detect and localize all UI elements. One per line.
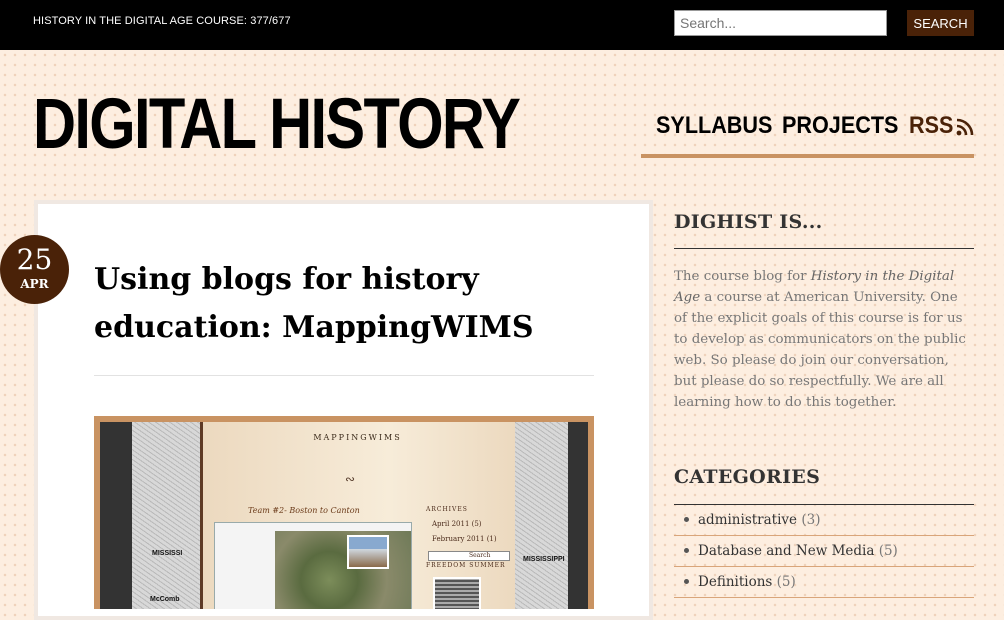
map-image-left — [100, 422, 200, 609]
about-text-part: a course at American University. One of the explicit goals of this course is for us to develop as communicators on the public web. So please do join our conversation, but please do so respectfully. We are all learning how to do this together. — [674, 290, 966, 410]
category-link[interactable] — [698, 512, 820, 528]
category-link[interactable] — [698, 574, 796, 590]
date-badge — [0, 235, 69, 304]
map-dark-edge — [100, 422, 132, 609]
date-month: APR — [20, 277, 49, 291]
post-title[interactable]: Using blogs for history education: MappingWIMS — [94, 262, 534, 345]
list-item — [674, 567, 974, 598]
swash-ornament-icon: ∾ — [345, 472, 356, 486]
bullet-icon — [684, 517, 689, 522]
categories-widget-title: CATEGORIES — [674, 466, 821, 488]
main-nav — [641, 110, 974, 158]
search-button[interactable]: SEARCH — [907, 10, 974, 36]
widget-divider — [674, 248, 974, 249]
embedded-blog-screenshot — [200, 422, 515, 609]
archive-link: April 2011 (5) — [432, 520, 482, 528]
embedded-search-button: Search — [469, 552, 491, 559]
divider — [94, 375, 594, 376]
bullet-icon — [684, 548, 689, 553]
post-image[interactable] — [94, 416, 594, 609]
date-day: 25 — [16, 243, 53, 276]
list-item — [674, 536, 974, 567]
about-widget-title: DIGHIST IS... — [674, 211, 823, 233]
course-label: HISTORY IN THE DIGITAL AGE COURSE: 377/677 — [33, 15, 291, 27]
embedded-post-heading: Team #2- Boston to Canton — [248, 506, 360, 515]
category-link[interactable] — [698, 543, 898, 559]
embedded-blog-name: MAPPINGWIMS — [313, 433, 402, 442]
map-image-right — [515, 422, 588, 609]
category-count: (5) — [878, 543, 898, 559]
categories-list — [674, 505, 974, 598]
archives-label: ARCHIVES — [426, 506, 468, 513]
embedded-map — [214, 522, 412, 609]
satellite-map — [275, 531, 411, 609]
map-label: MISSISSI — [152, 550, 183, 557]
category-count: (3) — [801, 512, 821, 528]
category-name[interactable]: administrative — [698, 512, 798, 528]
archive-link: February 2011 (1) — [432, 535, 497, 543]
search-input[interactable] — [674, 10, 887, 36]
category-name[interactable]: Definitions — [698, 574, 773, 590]
about-text — [674, 266, 974, 413]
list-item — [674, 505, 974, 536]
map-label: McComb — [150, 596, 180, 603]
bullet-icon — [684, 579, 689, 584]
rss-icon[interactable] — [956, 118, 974, 136]
map-label: MISSISSIPPI — [523, 556, 565, 563]
category-name[interactable]: Database and New Media — [698, 543, 875, 559]
about-text-part: The course blog for — [674, 269, 811, 284]
course-name: History in the Digital Age — [674, 269, 955, 305]
embedded-search-box — [428, 551, 510, 561]
map-photo-popup — [347, 535, 389, 569]
nav-item-projects[interactable]: PROJECTS — [782, 112, 899, 139]
category-count: (5) — [776, 574, 796, 590]
nav-item-syllabus[interactable]: SYLLABUS — [656, 112, 773, 139]
site-title[interactable]: DIGITAL HISTORY — [33, 85, 520, 164]
top-bar — [0, 0, 1004, 50]
nav-item-rss[interactable]: RSS — [909, 112, 954, 139]
embedded-thumbnail — [433, 577, 481, 609]
freedom-summer-label: FREEDOM SUMMER — [426, 562, 506, 569]
map-dark-edge — [568, 422, 588, 609]
